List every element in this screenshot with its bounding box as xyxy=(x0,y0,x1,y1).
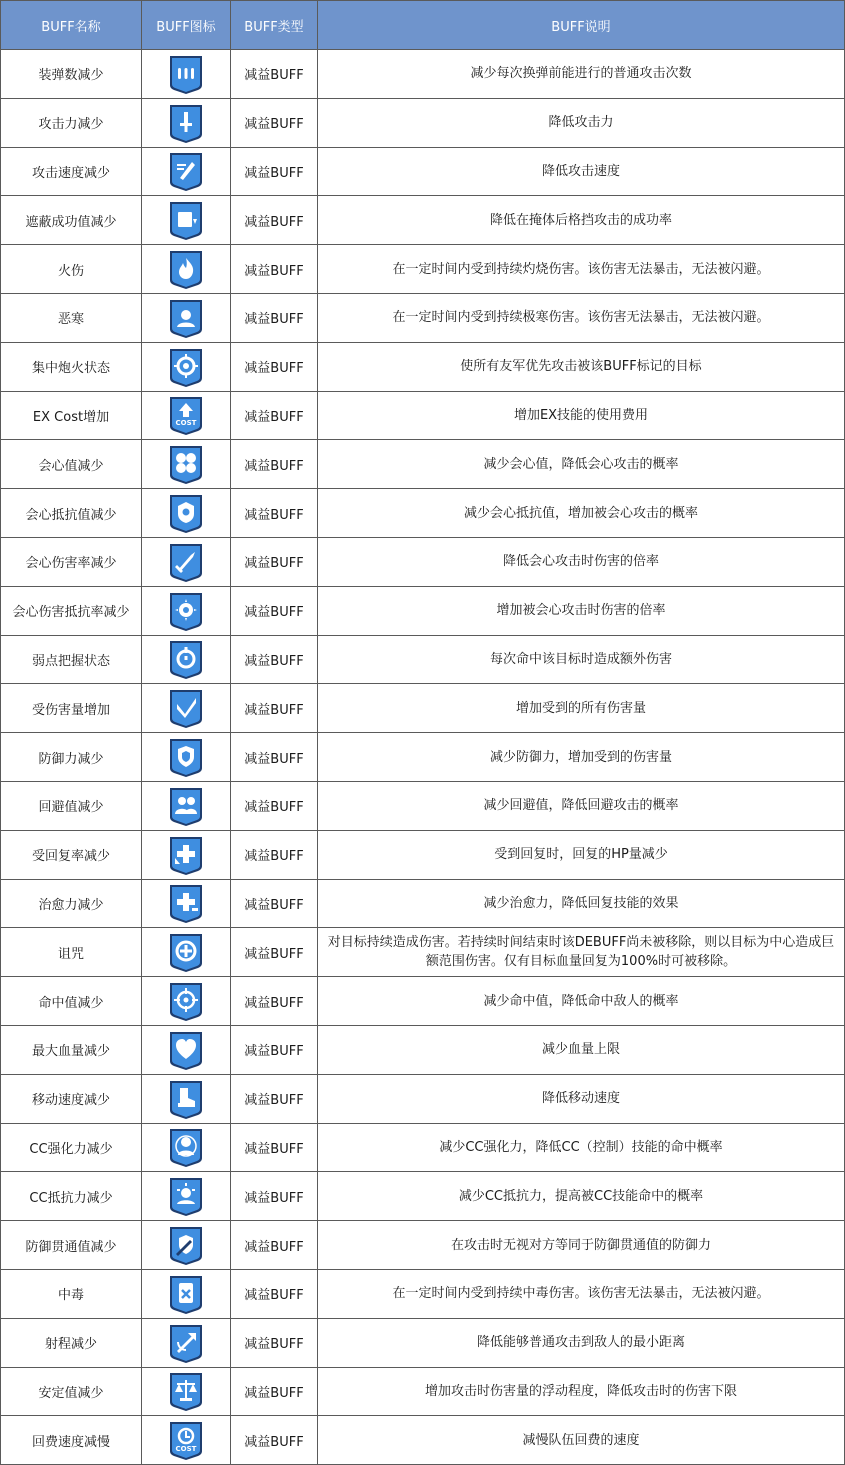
buff-type: 减益BUFF xyxy=(231,1221,318,1270)
buff-name: 最大血量减少 xyxy=(1,1025,142,1074)
buff-icon-cell xyxy=(142,1221,231,1270)
buff-icon-cell xyxy=(142,1318,231,1367)
buff-description: 减少命中值，降低命中敌人的概率 xyxy=(318,977,845,1026)
buff-description: 减少防御力，增加受到的伤害量 xyxy=(318,733,845,782)
buff-description: 减少会心抵抗值，增加被会心攻击的概率 xyxy=(318,489,845,538)
weak-point-icon xyxy=(142,638,230,680)
evasion-icon xyxy=(142,785,230,827)
buff-name: 集中炮火状态 xyxy=(1,342,142,391)
buff-description: 降低会心攻击时伤害的倍率 xyxy=(318,537,845,586)
buff-name: 安定值减少 xyxy=(1,1367,142,1416)
cost-up-icon xyxy=(142,394,230,436)
table-row xyxy=(1,879,845,928)
buff-icon-cell xyxy=(142,489,231,538)
buff-description: 减慢队伍回费的速度 xyxy=(318,1416,845,1465)
buff-name: 恶寒 xyxy=(1,293,142,342)
buff-name: 攻击力减少 xyxy=(1,98,142,147)
buff-description: 增加攻击时伤害量的浮动程度，降低攻击时的伤害下限 xyxy=(318,1367,845,1416)
buff-icon-cell xyxy=(142,1123,231,1172)
curse-icon xyxy=(142,931,230,973)
table-row xyxy=(1,391,845,440)
buff-type: 减益BUFF xyxy=(231,1025,318,1074)
buff-type: 减益BUFF xyxy=(231,1367,318,1416)
buff-icon-cell xyxy=(142,440,231,489)
buff-name: 回避值减少 xyxy=(1,781,142,830)
table-row xyxy=(1,440,845,489)
buff-type: 减益BUFF xyxy=(231,98,318,147)
buff-description: 增加受到的所有伤害量 xyxy=(318,684,845,733)
buff-description: 降低攻击速度 xyxy=(318,147,845,196)
table-row xyxy=(1,50,845,99)
svg-text:COST: COST xyxy=(175,419,197,428)
buff-name: 会心伤害率减少 xyxy=(1,537,142,586)
table-row xyxy=(1,1172,845,1221)
buff-description: 减少会心值，降低会心攻击的概率 xyxy=(318,440,845,489)
buff-description: 降低攻击力 xyxy=(318,98,845,147)
buff-name: 回费速度减慢 xyxy=(1,1416,142,1465)
header-type: BUFF类型 xyxy=(231,1,318,50)
damage-taken-icon xyxy=(142,687,230,729)
buff-icon-cell xyxy=(142,196,231,245)
table-row xyxy=(1,1025,845,1074)
buff-icon-cell xyxy=(142,342,231,391)
buff-name: 防御贯通值减少 xyxy=(1,1221,142,1270)
buff-icon-cell xyxy=(142,1367,231,1416)
chill-icon xyxy=(142,297,230,339)
table-row xyxy=(1,537,845,586)
focus-fire-icon xyxy=(142,346,230,388)
crit-icon xyxy=(142,443,230,485)
fire-icon xyxy=(142,248,230,290)
table-row xyxy=(1,245,845,294)
buff-icon-cell xyxy=(142,684,231,733)
buff-name: 会心抵抗值减少 xyxy=(1,489,142,538)
buff-description: 对目标持续造成伤害。若持续时间结束时该DEBUFF尚未被移除，则以目标为中心造成巨额范围伤害。仅有目标血量回复为100%时可被移除。 xyxy=(318,928,845,977)
buff-name: 中毒 xyxy=(1,1269,142,1318)
buff-name: 诅咒 xyxy=(1,928,142,977)
boot-icon xyxy=(142,1078,230,1120)
buff-name: 会心值减少 xyxy=(1,440,142,489)
buff-name: 移动速度减少 xyxy=(1,1074,142,1123)
buff-description: 增加被会心攻击时伤害的倍率 xyxy=(318,586,845,635)
buff-type: 减益BUFF xyxy=(231,440,318,489)
table-row xyxy=(1,489,845,538)
buff-icon-cell xyxy=(142,635,231,684)
buff-name: 受回复率减少 xyxy=(1,830,142,879)
svg-text:COST: COST xyxy=(175,1445,197,1454)
buff-description: 减少回避值，降低回避攻击的概率 xyxy=(318,781,845,830)
buff-description: 减少每次换弹前能进行的普通攻击次数 xyxy=(318,50,845,99)
buff-name: CC强化力减少 xyxy=(1,1123,142,1172)
penetration-icon xyxy=(142,1224,230,1266)
buff-icon-cell xyxy=(142,1025,231,1074)
buff-name: 会心伤害抵抗率减少 xyxy=(1,586,142,635)
table-row xyxy=(1,781,845,830)
table-row xyxy=(1,1074,845,1123)
buff-icon-cell xyxy=(142,830,231,879)
buff-type: 减益BUFF xyxy=(231,1172,318,1221)
buff-type: 减益BUFF xyxy=(231,196,318,245)
cc-power-icon xyxy=(142,1126,230,1168)
buff-description: 在一定时间内受到持续灼烧伤害。该伤害无法暴击，无法被闪避。 xyxy=(318,245,845,294)
buff-description: 减少CC抵抗力，提高被CC技能命中的概率 xyxy=(318,1172,845,1221)
buff-icon-cell xyxy=(142,1074,231,1123)
buff-icon-cell xyxy=(142,1172,231,1221)
stability-icon xyxy=(142,1370,230,1412)
range-icon xyxy=(142,1322,230,1364)
table-row xyxy=(1,1269,845,1318)
crit-damage-resist-icon xyxy=(142,590,230,632)
buff-icon-cell xyxy=(142,245,231,294)
buff-type: 减益BUFF xyxy=(231,50,318,99)
cc-resist-icon xyxy=(142,1175,230,1217)
table-row xyxy=(1,196,845,245)
poison-icon xyxy=(142,1273,230,1315)
buff-icon-cell xyxy=(142,879,231,928)
buff-icon-cell xyxy=(142,98,231,147)
buff-icon-cell xyxy=(142,391,231,440)
buff-type: 减益BUFF xyxy=(231,781,318,830)
table-row xyxy=(1,293,845,342)
buff-type: 减益BUFF xyxy=(231,684,318,733)
buff-type: 减益BUFF xyxy=(231,1123,318,1172)
crit-resist-icon xyxy=(142,492,230,534)
heart-icon xyxy=(142,1029,230,1071)
buff-name: 攻击速度减少 xyxy=(1,147,142,196)
buff-name: 火伤 xyxy=(1,245,142,294)
buff-type: 减益BUFF xyxy=(231,537,318,586)
table-row xyxy=(1,1123,845,1172)
buff-name: 受伤害量增加 xyxy=(1,684,142,733)
buff-type: 减益BUFF xyxy=(231,293,318,342)
header-name: BUFF名称 xyxy=(1,1,142,50)
buff-description: 降低移动速度 xyxy=(318,1074,845,1123)
buff-description: 每次命中该目标时造成额外伤害 xyxy=(318,635,845,684)
buff-icon-cell xyxy=(142,928,231,977)
cover-icon xyxy=(142,199,230,241)
crit-damage-icon xyxy=(142,541,230,583)
buff-type: 减益BUFF xyxy=(231,147,318,196)
buff-type: 减益BUFF xyxy=(231,342,318,391)
buff-name: 治愈力减少 xyxy=(1,879,142,928)
accuracy-icon xyxy=(142,980,230,1022)
table-row xyxy=(1,635,845,684)
table-row xyxy=(1,1221,845,1270)
buff-name: 命中值减少 xyxy=(1,977,142,1026)
buff-name: 防御力减少 xyxy=(1,733,142,782)
table-row xyxy=(1,733,845,782)
buff-type: 减益BUFF xyxy=(231,928,318,977)
header-desc: BUFF说明 xyxy=(318,1,845,50)
buff-description: 在一定时间内受到持续极寒伤害。该伤害无法暴击，无法被闪避。 xyxy=(318,293,845,342)
attack-down-icon xyxy=(142,102,230,144)
buff-icon-cell xyxy=(142,781,231,830)
ammo-icon xyxy=(142,53,230,95)
buff-description: 降低能够普通攻击到敌人的最小距离 xyxy=(318,1318,845,1367)
table-row xyxy=(1,928,845,977)
buff-icon-cell xyxy=(142,537,231,586)
attack-speed-icon xyxy=(142,150,230,192)
header-row xyxy=(1,1,845,50)
buff-type: 减益BUFF xyxy=(231,977,318,1026)
buff-type: 减益BUFF xyxy=(231,1269,318,1318)
table-row xyxy=(1,1416,845,1465)
heal-received-icon xyxy=(142,834,230,876)
table-row xyxy=(1,977,845,1026)
table-row xyxy=(1,342,845,391)
buff-name: CC抵抗力减少 xyxy=(1,1172,142,1221)
buff-type: 减益BUFF xyxy=(231,1318,318,1367)
buff-type: 减益BUFF xyxy=(231,733,318,782)
healing-power-icon xyxy=(142,882,230,924)
buff-type: 减益BUFF xyxy=(231,245,318,294)
table-row xyxy=(1,147,845,196)
table-row xyxy=(1,586,845,635)
buff-type: 减益BUFF xyxy=(231,391,318,440)
buff-name: EX Cost增加 xyxy=(1,391,142,440)
buff-type: 减益BUFF xyxy=(231,1074,318,1123)
table-row xyxy=(1,830,845,879)
buff-description: 在一定时间内受到持续中毒伤害。该伤害无法暴击，无法被闪避。 xyxy=(318,1269,845,1318)
table-row xyxy=(1,684,845,733)
buff-icon-cell xyxy=(142,733,231,782)
table-row xyxy=(1,1367,845,1416)
buff-description: 减少治愈力，降低回复技能的效果 xyxy=(318,879,845,928)
buff-description: 降低在掩体后格挡攻击的成功率 xyxy=(318,196,845,245)
buff-description: 使所有友军优先攻击被该BUFF标记的目标 xyxy=(318,342,845,391)
buff-icon-cell xyxy=(142,586,231,635)
buff-type: 减益BUFF xyxy=(231,586,318,635)
buff-type: 减益BUFF xyxy=(231,830,318,879)
buff-icon-cell xyxy=(142,147,231,196)
table-row xyxy=(1,1318,845,1367)
buff-type: 减益BUFF xyxy=(231,489,318,538)
cost-regen-icon xyxy=(142,1419,230,1461)
buff-name: 射程减少 xyxy=(1,1318,142,1367)
buff-description: 受到回复时，回复的HP量减少 xyxy=(318,830,845,879)
buff-icon-cell xyxy=(142,977,231,1026)
buff-type: 减益BUFF xyxy=(231,635,318,684)
buff-name: 装弹数减少 xyxy=(1,50,142,99)
table-row xyxy=(1,98,845,147)
buff-type: 减益BUFF xyxy=(231,1416,318,1465)
defense-icon xyxy=(142,736,230,778)
buff-description: 增加EX技能的使用费用 xyxy=(318,391,845,440)
buff-name: 弱点把握状态 xyxy=(1,635,142,684)
buff-description: 减少CC强化力，降低CC（控制）技能的命中概率 xyxy=(318,1123,845,1172)
header-icon: BUFF图标 xyxy=(142,1,231,50)
buff-description: 减少血量上限 xyxy=(318,1025,845,1074)
buff-icon-cell xyxy=(142,1416,231,1465)
buff-icon-cell xyxy=(142,50,231,99)
buff-icon-cell xyxy=(142,1269,231,1318)
buff-description: 在攻击时无视对方等同于防御贯通值的防御力 xyxy=(318,1221,845,1270)
buff-name: 遮蔽成功值减少 xyxy=(1,196,142,245)
buff-type: 减益BUFF xyxy=(231,879,318,928)
buff-icon-cell xyxy=(142,293,231,342)
